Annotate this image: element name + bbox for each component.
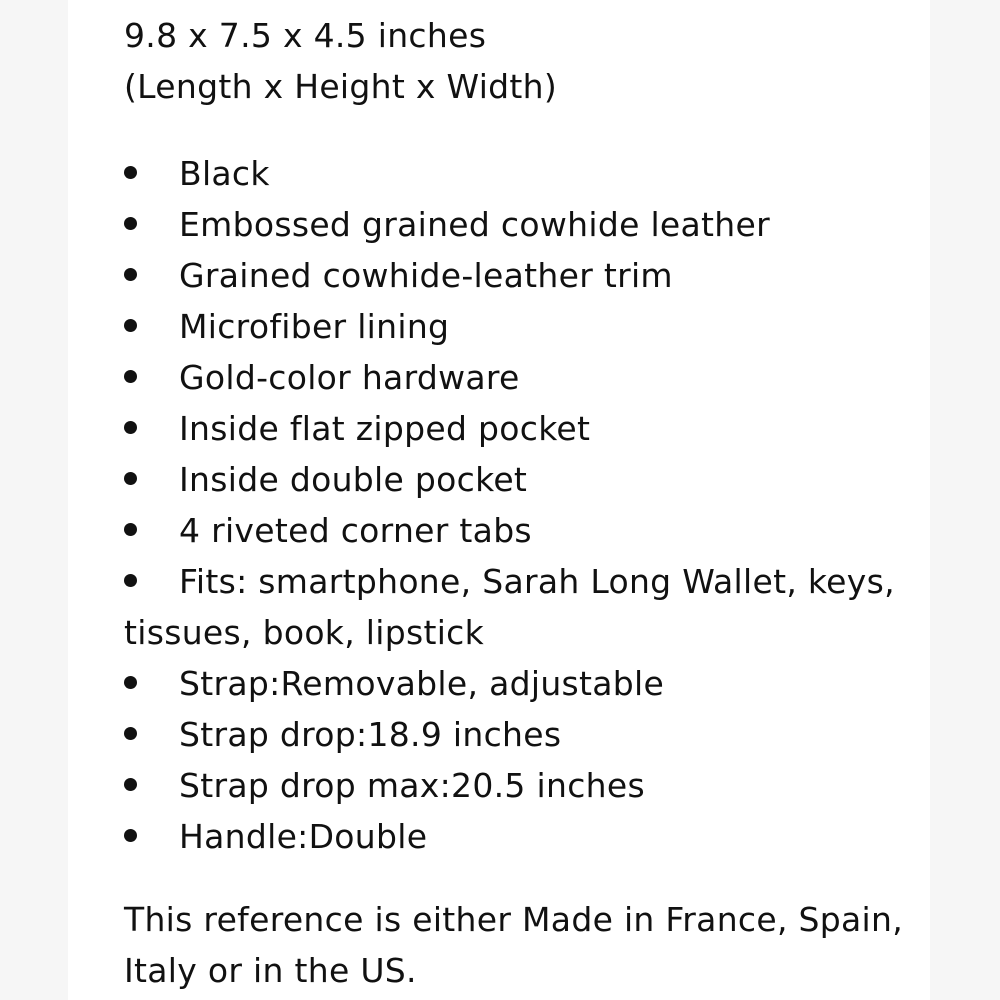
- feature-list: [124, 148, 914, 862]
- bullet-icon: [124, 370, 137, 383]
- bullet-icon: [124, 829, 137, 842]
- list-item: [124, 403, 914, 454]
- feature-label: Microfiber lining: [179, 307, 450, 346]
- list-item: [124, 301, 914, 352]
- fits-line-2: tissues, book, lipstick: [124, 613, 485, 652]
- list-item: [124, 811, 914, 862]
- dimensions-legend: (Length x Height x Width): [124, 67, 558, 106]
- list-item: [124, 352, 914, 403]
- dimensions-measurements: 9.8 x 7.5 x 4.5 inches: [124, 16, 487, 55]
- feature-label: Black: [179, 154, 270, 193]
- bullet-icon: [124, 472, 137, 485]
- origin-note: [124, 894, 914, 996]
- list-item: [124, 199, 914, 250]
- list-item: [124, 760, 914, 811]
- list-item: [124, 505, 914, 556]
- product-details: [124, 10, 914, 990]
- strap-label: Strap:Removable, adjustable: [179, 664, 665, 703]
- product-description-panel: [68, 0, 930, 1000]
- feature-label: Inside flat zipped pocket: [179, 409, 591, 448]
- bullet-icon: [124, 778, 137, 791]
- strap-drop-max-label: Strap drop max:20.5 inches: [179, 766, 645, 805]
- strap-drop-label: Strap drop:18.9 inches: [179, 715, 562, 754]
- feature-label: Gold-color hardware: [179, 358, 520, 397]
- bullet-icon: [124, 217, 137, 230]
- bullet-icon: [124, 421, 137, 434]
- feature-label: Embossed grained cowhide leather: [179, 205, 770, 244]
- list-item-fits: [124, 556, 914, 658]
- feature-label: 4 riveted corner tabs: [179, 511, 532, 550]
- bullet-icon: [124, 727, 137, 740]
- handle-label: Handle:Double: [179, 817, 428, 856]
- origin-line-1: This reference is either Made in France, Spain,: [124, 900, 904, 939]
- dimensions-block: [124, 10, 914, 112]
- bullet-icon: [124, 319, 137, 332]
- bullet-icon: [124, 676, 137, 689]
- list-item: [124, 454, 914, 505]
- feature-label: Inside double pocket: [179, 460, 528, 499]
- bullet-icon: [124, 574, 137, 587]
- fits-line-1: Fits: smartphone, Sarah Long Wallet, keys,: [179, 562, 895, 601]
- bullet-icon: [124, 523, 137, 536]
- bullet-icon: [124, 166, 137, 179]
- list-item: [124, 250, 914, 301]
- list-item: [124, 148, 914, 199]
- feature-label: Grained cowhide-leather trim: [179, 256, 673, 295]
- bullet-icon: [124, 268, 137, 281]
- origin-line-2: Italy or in the US.: [124, 951, 417, 990]
- list-item: [124, 658, 914, 709]
- list-item: [124, 709, 914, 760]
